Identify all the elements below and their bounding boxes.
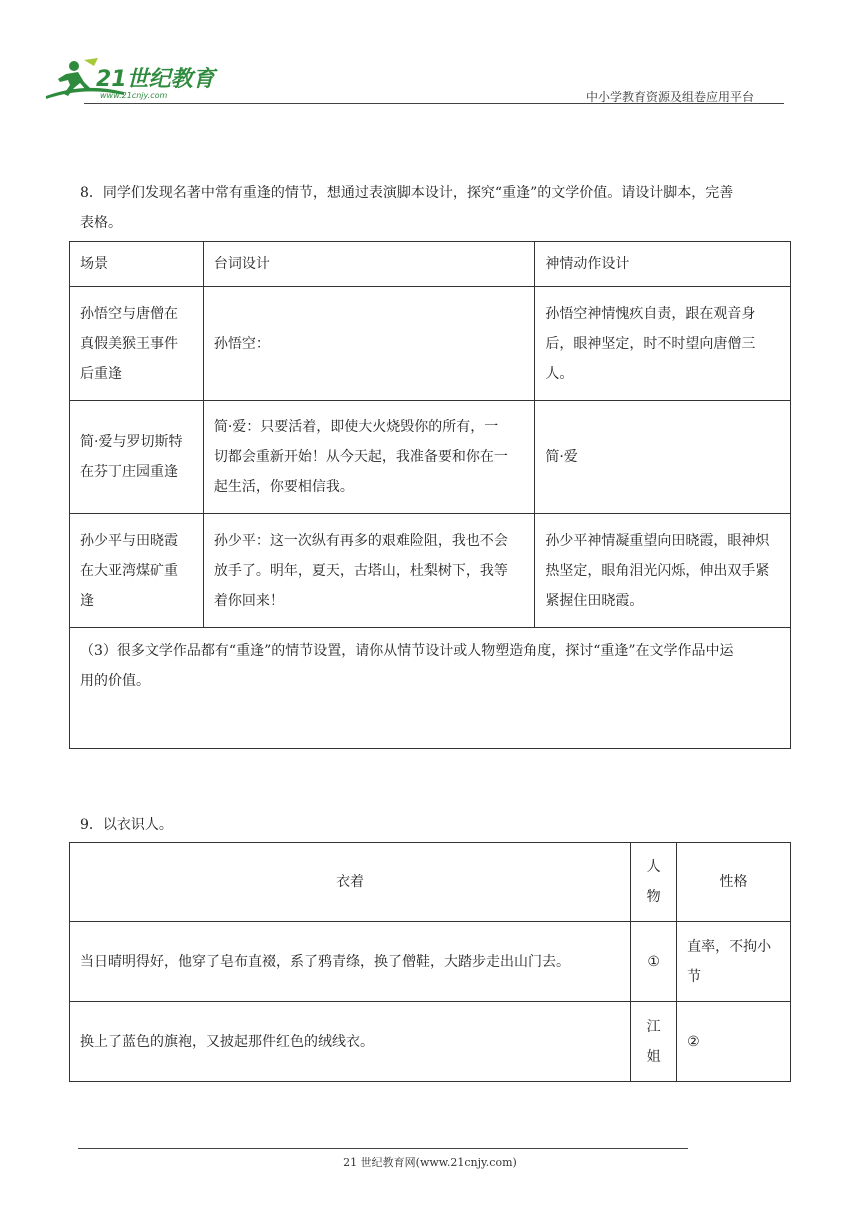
table-row (70, 1002, 791, 1082)
table-row (70, 628, 791, 749)
scene-cell: 简·爱与罗切斯特 在芬丁庄园重逢 (70, 401, 204, 514)
table-header-row (70, 843, 791, 922)
platform-name: 中小学教育资源及组卷应用平台 (585, 90, 754, 104)
scene-cell: 孙少平与田晓霞 在大亚湾煤矿重 逢 (70, 514, 204, 628)
table-row (70, 922, 791, 1002)
header-action: 神情动作设计 (535, 242, 791, 287)
person-cell: 江 姐 (631, 1002, 677, 1082)
q9-table (69, 842, 791, 1082)
header-clothing: 衣着 (70, 843, 631, 922)
character-cell[interactable]: ② (677, 1002, 791, 1082)
svg-text:21世纪教育: 21世纪教育 (96, 67, 215, 92)
header-lines: 台词设计 (203, 242, 535, 287)
q9-prompt: 9．以衣识人。 (80, 817, 173, 833)
table-row (70, 514, 791, 628)
lines-cell[interactable]: 孙悟空： (203, 287, 535, 401)
header-scene: 场景 (70, 242, 204, 287)
svg-text:www.21cnjy.com: www.21cnjy.com (100, 91, 168, 100)
character-cell: 直率，不拘小 节 (677, 922, 791, 1002)
sub-question-3[interactable]: （3）很多文学作品都有“重逢”的情节设置，请你从情节设计或人物塑造角度，探讨“重逢”在文学作品中运 用的价值。 (70, 628, 791, 749)
table-row (70, 401, 791, 514)
header-character: 性格 (677, 843, 791, 922)
site-logo (44, 52, 224, 102)
action-cell: 孙悟空神情愧疚自责，跟在观音身 后，眼神坚定，时不时望向唐僧三人。 (535, 287, 791, 401)
lines-cell: 简·爱：只要活着，即使大火烧毁你的所有，一 切都会重新开始！从今天起，我准备要和你在一 起生活，你要相信我。 (203, 401, 535, 514)
clothing-cell: 当日晴明得好，他穿了皂布直裰，系了鸦青绦，换了僧鞋，大踏步走出山门去。 (70, 922, 631, 1002)
page-header (44, 52, 784, 104)
q8-prompt-line1: 8．同学们发现名著中常有重逢的情节，想通过表演脚本设计，探究“重逢”的文学价值。请设计脚本，完善 (80, 185, 734, 201)
table-row (70, 287, 791, 401)
q8-table (69, 241, 791, 749)
action-cell[interactable]: 简·爱 (535, 401, 791, 514)
q8-prompt-line2: 表格。 (80, 215, 122, 231)
table-header-row (70, 242, 791, 287)
person-cell[interactable]: ① (631, 922, 677, 1002)
footer-rule (78, 1148, 688, 1149)
scene-cell: 孙悟空与唐僧在 真假美猴王事件 后重逢 (70, 287, 204, 401)
lines-cell: 孙少平：这一次纵有再多的艰难险阻，我也不会 放手了。明年，夏天，古塔山，杜梨树下，我等 着你回来！ (203, 514, 535, 628)
action-cell: 孙少平神情凝重望向田晓霞，眼神炽 热坚定，眼角泪光闪烁，伸出双手紧 紧握住田晓霞。 (535, 514, 791, 628)
header-person: 人 物 (631, 843, 677, 922)
clothing-cell: 换上了蓝色的旗袍，又披起那件红色的绒线衣。 (70, 1002, 631, 1082)
footer-text: 21 世纪教育网(www.21cnjy.com) (343, 1156, 517, 1169)
